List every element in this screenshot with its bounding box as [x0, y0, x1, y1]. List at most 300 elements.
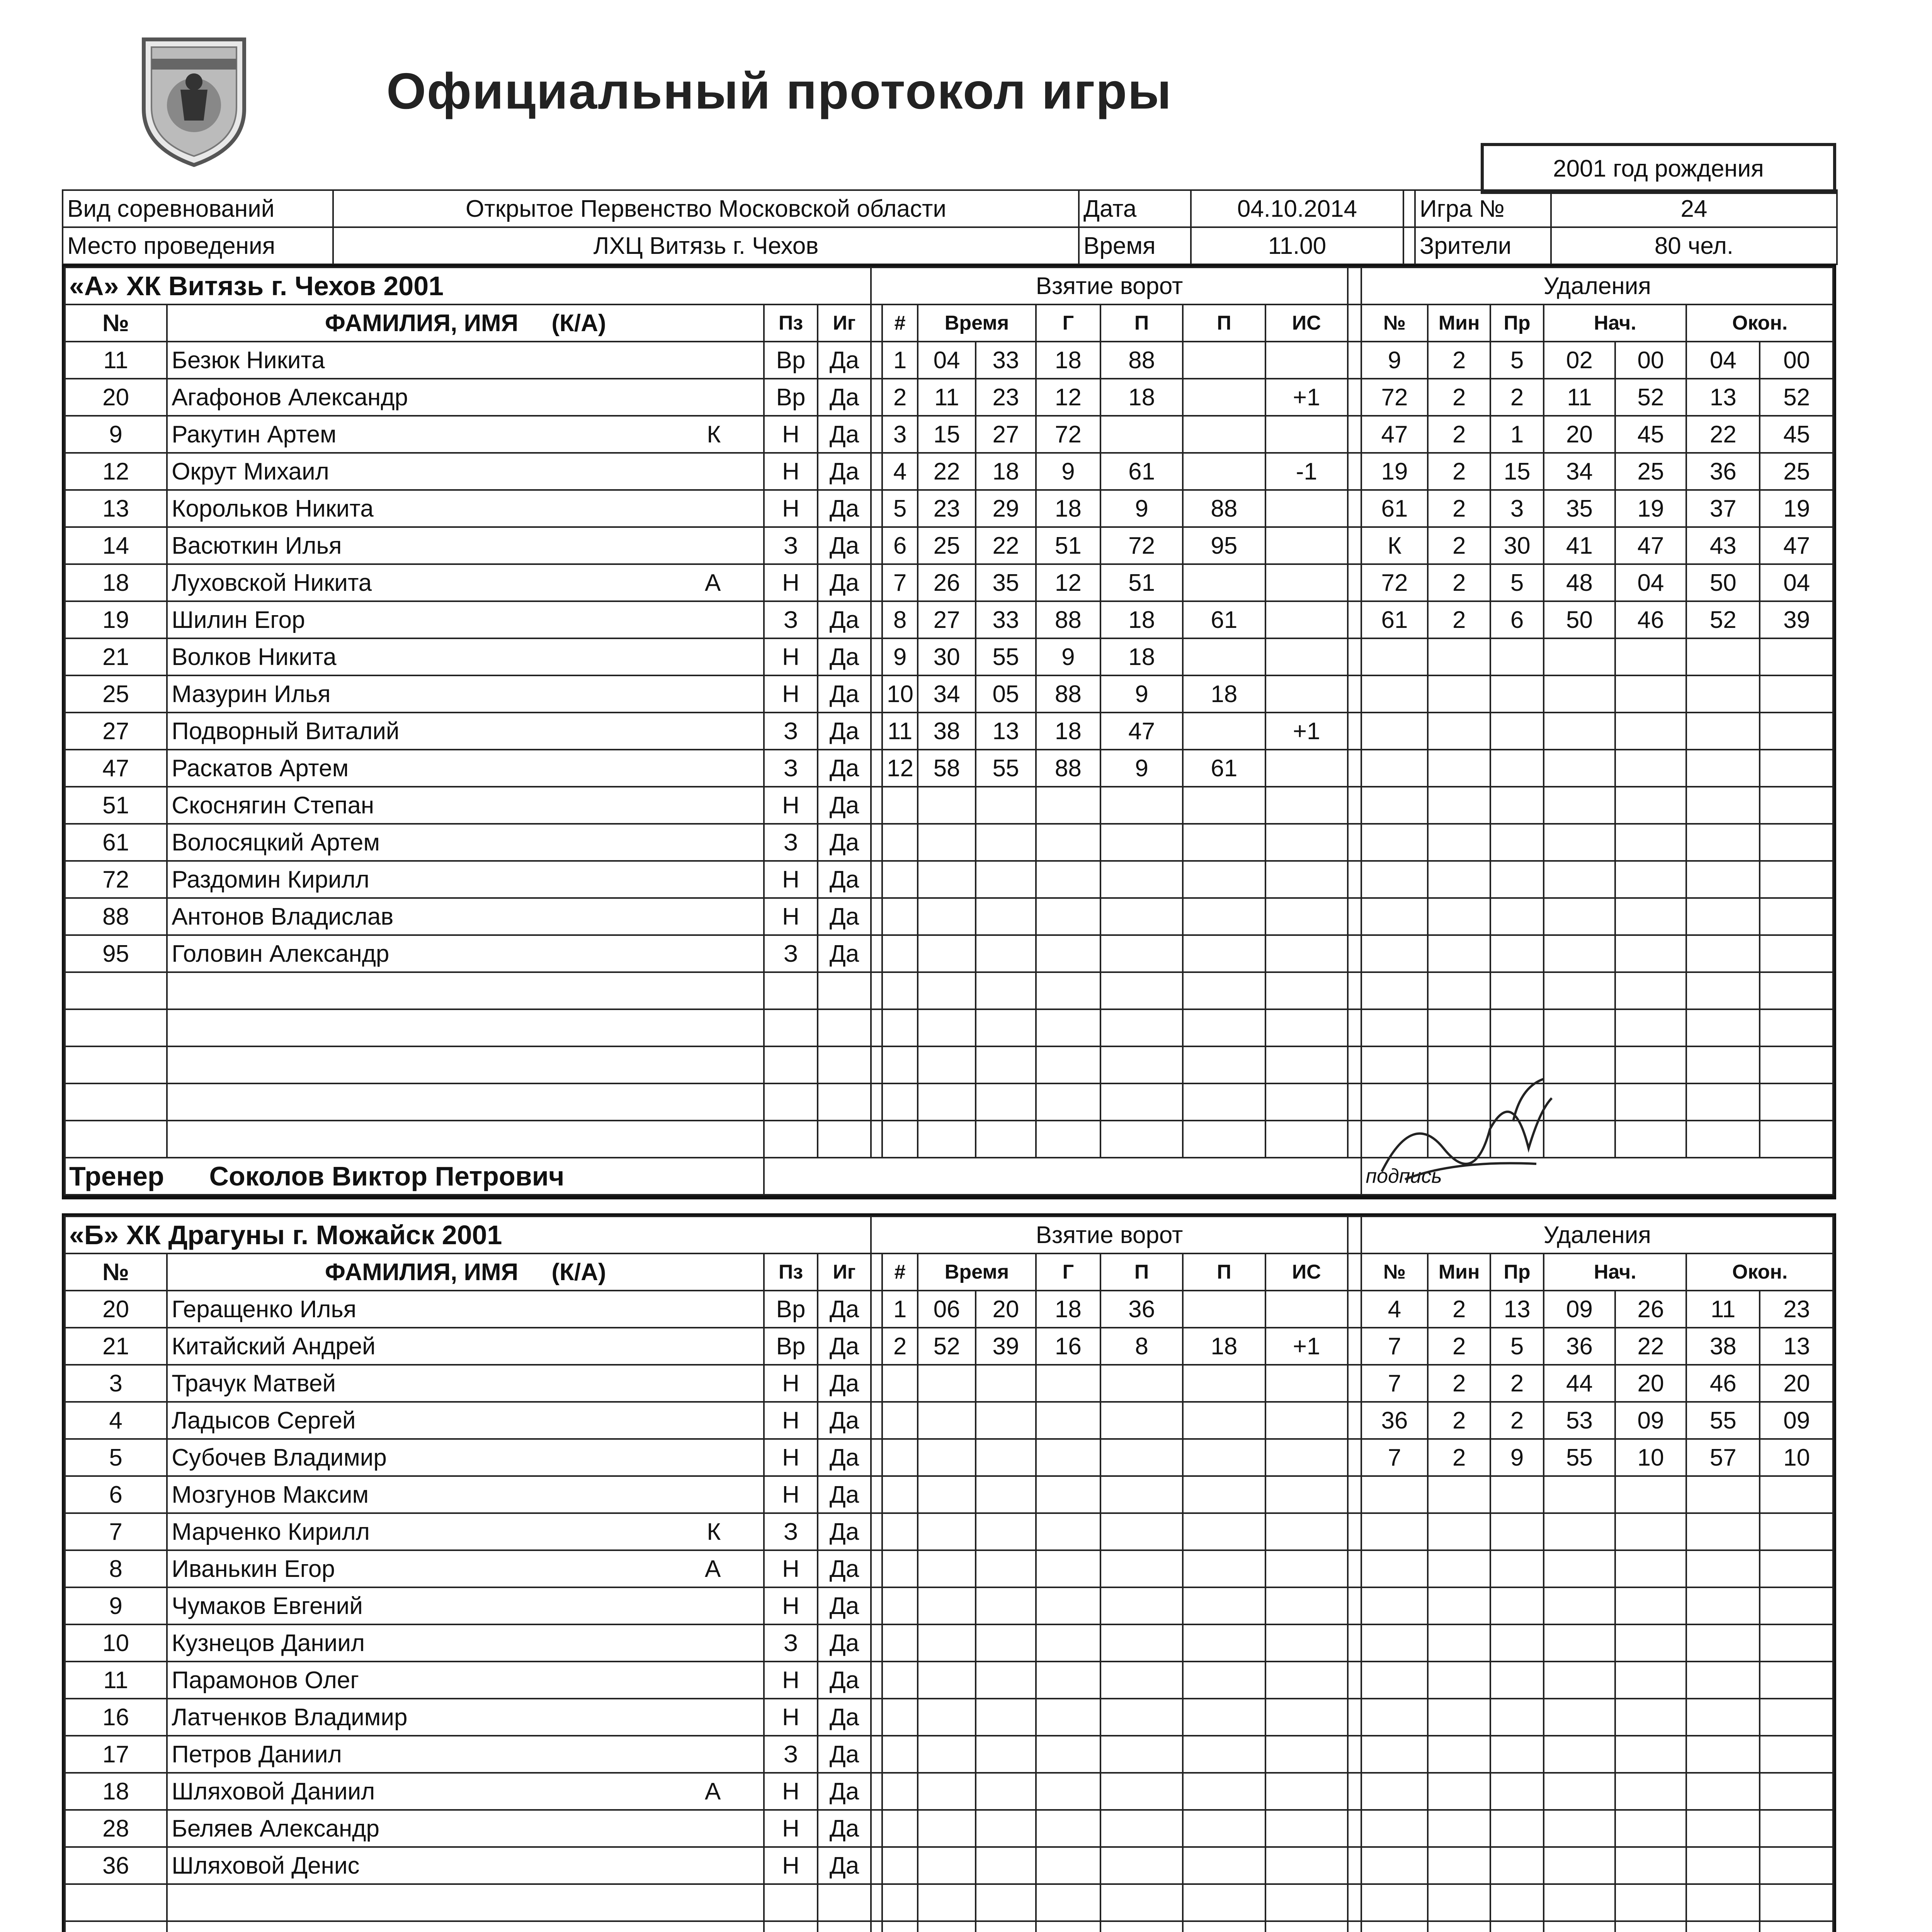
team-b-players-15-0: 36	[65, 1847, 167, 1884]
team-b-penalties-6-5	[1686, 1513, 1760, 1550]
team-a-goals-1-4: 18	[1100, 379, 1183, 416]
team-b-penalties-11-1	[1428, 1699, 1490, 1736]
team-a-goals-8-6	[1265, 638, 1348, 675]
team-a-penalties-11-3	[1544, 750, 1615, 787]
time-label: Время	[1079, 227, 1191, 264]
team-b-penalties-2-4: 20	[1615, 1365, 1686, 1402]
team-a-penalties-6-5: 50	[1686, 564, 1760, 601]
team-a-goals-7-3: 88	[1036, 601, 1100, 638]
team-a-goals-12-5	[1183, 787, 1265, 824]
team-a-goals-19-4	[1100, 1046, 1183, 1083]
team-a-goals-7-1: 27	[918, 601, 976, 638]
team-a-penalties-18-3	[1544, 1009, 1615, 1046]
team-a-penalties-0-6: 00	[1760, 342, 1833, 379]
competition-info-table	[62, 189, 1838, 265]
team-b-players-16-3	[764, 1884, 817, 1921]
team-b-penalties-9-2	[1490, 1624, 1544, 1662]
team-a-penalties-5-0: К	[1361, 527, 1428, 564]
team-a-penalties-20-6	[1760, 1083, 1833, 1121]
team-a-penalties-4-3: 35	[1544, 490, 1615, 527]
team-a-penalties-1-6: 52	[1760, 379, 1833, 416]
team-b-penalties-2-6: 20	[1760, 1365, 1833, 1402]
team-b-penalties-13-5	[1686, 1773, 1760, 1810]
team-a-players-1-4: Да	[818, 379, 871, 416]
team-b-penalties-2-0: 7	[1361, 1365, 1428, 1402]
date-label: Дата	[1079, 190, 1191, 227]
team-b-penalties-0-1: 2	[1428, 1291, 1490, 1328]
team-b-penalties-11-3	[1544, 1699, 1615, 1736]
team-b-goals-16-4	[1100, 1884, 1183, 1921]
team-a-penalties-9-6	[1760, 675, 1833, 713]
team-a-penalties-17-0	[1361, 972, 1428, 1009]
team-a-goals-7-5: 61	[1183, 601, 1265, 638]
team-b-goals-4-0	[882, 1439, 918, 1476]
labels-num: №	[65, 304, 167, 342]
team-b-goals-12-4	[1100, 1736, 1183, 1773]
team-b-players-10-1: Парамонов Олег	[172, 1667, 359, 1694]
team-a-penalties-5-4: 47	[1615, 527, 1686, 564]
team-a-penalties-2-6: 45	[1760, 416, 1833, 453]
team-a-penalties-4-4: 19	[1615, 490, 1686, 527]
labels-num: №	[65, 1253, 167, 1291]
labels-g-is: ИС	[1265, 1253, 1348, 1291]
team-a-players-18-3	[764, 1009, 817, 1046]
team-a-players-15-1: Антонов Владислав	[172, 903, 394, 930]
team-a-players-6-0: 18	[65, 564, 167, 601]
team-b-penalties-15-3	[1544, 1847, 1615, 1884]
team-b-goals-12-3	[1036, 1736, 1100, 1773]
team-a-goals-18-2	[976, 1009, 1036, 1046]
team-b-goals-14-2	[976, 1810, 1036, 1847]
table-row	[65, 898, 1833, 935]
team-b-penalties-13-6	[1760, 1773, 1833, 1810]
team-b-goals-9-1	[918, 1624, 976, 1662]
team-a-penalties-12-0	[1361, 787, 1428, 824]
team-a-players-10-0: 27	[65, 713, 167, 750]
team-b-goals-2-0	[882, 1365, 918, 1402]
labels-ig: Иг	[818, 304, 871, 342]
competition-label: Вид соревнований	[63, 190, 333, 227]
team-b-penalties-0-5: 11	[1686, 1291, 1760, 1328]
team-b-goals-1-1: 52	[918, 1328, 976, 1365]
table-row	[65, 861, 1833, 898]
team-b-table	[64, 1216, 1834, 1932]
team-a-penalties-19-6	[1760, 1046, 1833, 1083]
league-logo	[136, 32, 252, 171]
team-b-penalties-7-3	[1544, 1550, 1615, 1587]
team-a-penalties-7-1: 2	[1428, 601, 1490, 638]
team-b-players-1-3: Вр	[764, 1328, 817, 1365]
team-a-goals-12-0	[882, 787, 918, 824]
team-b-penalties-1-3: 36	[1544, 1328, 1615, 1365]
team-a-goals-12-4	[1100, 787, 1183, 824]
team-b-players-17-4	[818, 1921, 871, 1932]
team-b-goals-0-3: 18	[1036, 1291, 1100, 1328]
team-b-goals-17-1	[918, 1921, 976, 1932]
team-a-penalties-17-4	[1615, 972, 1686, 1009]
team-b-goals-7-1	[918, 1550, 976, 1587]
team-b-goals-9-6	[1265, 1624, 1348, 1662]
team-b-penalties-1-5: 38	[1686, 1328, 1760, 1365]
labels-p-end: Окон.	[1686, 304, 1833, 342]
team-b-goals-15-0	[882, 1847, 918, 1884]
team-a-penalties-2-0: 47	[1361, 416, 1428, 453]
team-a-penalties-9-2	[1490, 675, 1544, 713]
team-b-goals-1-5: 18	[1183, 1328, 1265, 1365]
team-a-players-15-0: 88	[65, 898, 167, 935]
team-a-penalties-6-3: 48	[1544, 564, 1615, 601]
team-a-penalties-3-5: 36	[1686, 453, 1760, 490]
team-a-players-14-0: 72	[65, 861, 167, 898]
team-b-goals-0-0: 1	[882, 1291, 918, 1328]
team-b-penalties-7-4	[1615, 1550, 1686, 1587]
team-b-goals-8-4	[1100, 1587, 1183, 1624]
team-b-goals-7-3	[1036, 1550, 1100, 1587]
team-a-penalties-1-0: 72	[1361, 379, 1428, 416]
team-b-penalties-10-2	[1490, 1662, 1544, 1699]
team-b-goals-2-4	[1100, 1365, 1183, 1402]
table-row	[65, 1773, 1833, 1810]
team-a-players-13-3: З	[764, 824, 817, 861]
team-a-goals-11-6	[1265, 750, 1348, 787]
team-b-players-8-4: Да	[818, 1587, 871, 1624]
team-a-goals-20-1	[918, 1083, 976, 1121]
team-a-penalties-3-2: 15	[1490, 453, 1544, 490]
team-b-goals-12-2	[976, 1736, 1036, 1773]
team-b-goals-8-3	[1036, 1587, 1100, 1624]
document-title: Официальный протокол игры	[386, 63, 1172, 119]
team-a-goals-2-0: 3	[882, 416, 918, 453]
team-b-players-4-4: Да	[818, 1439, 871, 1476]
team-a-goals-21-5	[1183, 1121, 1265, 1158]
team-a-penalties-12-5	[1686, 787, 1760, 824]
spectators-value: 80 чел.	[1551, 227, 1837, 264]
team-b-penalties-11-2	[1490, 1699, 1544, 1736]
team-a-penalties-0-4: 00	[1615, 342, 1686, 379]
team-a-penalties-9-3	[1544, 675, 1615, 713]
team-b-penalties-12-0	[1361, 1736, 1428, 1773]
team-b-penalties-6-6	[1760, 1513, 1833, 1550]
labels-p-min: Мин	[1428, 304, 1490, 342]
team-b-players-7-3: Н	[764, 1550, 817, 1587]
team-b-goals-2-6	[1265, 1365, 1348, 1402]
team-a-goals-7-6	[1265, 601, 1348, 638]
team-a-penalties-9-5	[1686, 675, 1760, 713]
team-a-players-4-1: Корольков Никита	[172, 495, 374, 522]
team-b-penalties-4-0: 7	[1361, 1439, 1428, 1476]
team-a-goals-16-6	[1265, 935, 1348, 972]
team-a-goals-11-5: 61	[1183, 750, 1265, 787]
team-b-goals-14-0	[882, 1810, 918, 1847]
team-b-players-17-0	[65, 1921, 167, 1932]
team-b-penalties-11-0	[1361, 1699, 1428, 1736]
labels-pen-title: Удаления	[1361, 1216, 1833, 1253]
labels-g-p1: П	[1100, 1253, 1183, 1291]
team-b-penalties-0-6: 23	[1760, 1291, 1833, 1328]
team-b-penalties-5-0	[1361, 1476, 1428, 1513]
team-a-penalties-18-0	[1361, 1009, 1428, 1046]
team-a-penalties-14-5	[1686, 861, 1760, 898]
team-b-goals-10-4	[1100, 1662, 1183, 1699]
team-a-penalties-16-0	[1361, 935, 1428, 972]
team-a-goals-5-6	[1265, 527, 1348, 564]
team-a-penalties-16-1	[1428, 935, 1490, 972]
team-a-penalties-8-5	[1686, 638, 1760, 675]
team-b-players-17-3	[764, 1921, 817, 1932]
team-a-players-6-3: Н	[764, 564, 817, 601]
team-a-goals-19-6	[1265, 1046, 1348, 1083]
team-b-goals-6-0	[882, 1513, 918, 1550]
team-a-goals-5-1: 25	[918, 527, 976, 564]
team-b-goals-11-5	[1183, 1699, 1265, 1736]
team-a-players-17-0	[65, 972, 167, 1009]
team-a-penalties-10-0	[1361, 713, 1428, 750]
team-b-players-11-1: Латченков Владимир	[172, 1704, 408, 1731]
team-b-goals-3-4	[1100, 1402, 1183, 1439]
table-row	[65, 713, 1833, 750]
team-a-penalties-13-1	[1428, 824, 1490, 861]
table-row	[65, 675, 1833, 713]
team-a-goals-10-0: 11	[882, 713, 918, 750]
team-a-players-13-1: Волосяцкий Артем	[172, 829, 380, 856]
team-a-penalties-10-4	[1615, 713, 1686, 750]
team-b-penalties-3-2: 2	[1490, 1402, 1544, 1439]
team-b-goals-14-4	[1100, 1810, 1183, 1847]
team-b-goals-16-3	[1036, 1884, 1100, 1921]
team-b-players-13-2: А	[705, 1778, 721, 1805]
team-a-players-16-4: Да	[818, 935, 871, 972]
team-a-goals-0-5	[1183, 342, 1265, 379]
team-b-penalties-9-3	[1544, 1624, 1615, 1662]
team-a-goals-16-5	[1183, 935, 1265, 972]
game-number-label: Игра №	[1415, 190, 1551, 227]
table-row	[65, 416, 1833, 453]
team-b-penalties-0-3: 09	[1544, 1291, 1615, 1328]
table-row	[65, 787, 1833, 824]
team-a-players-18-4	[818, 1009, 871, 1046]
team-a-goals-18-1	[918, 1009, 976, 1046]
table-row	[65, 824, 1833, 861]
team-b-penalties-6-1	[1428, 1513, 1490, 1550]
team-a-players-4-4: Да	[818, 490, 871, 527]
table-row	[65, 342, 1833, 379]
team-a-players-21-4	[818, 1121, 871, 1158]
team-b-penalties-3-1: 2	[1428, 1402, 1490, 1439]
team-a-players-4-3: Н	[764, 490, 817, 527]
team-a-players-6-1: Луховской Никита	[172, 569, 372, 596]
team-a-penalties-4-5: 37	[1686, 490, 1760, 527]
team-b-penalties-14-0	[1361, 1810, 1428, 1847]
team-a-penalties-20-5	[1686, 1083, 1760, 1121]
team-b-penalties-15-1	[1428, 1847, 1490, 1884]
team-a-goals-3-1: 22	[918, 453, 976, 490]
table-row	[65, 1884, 1833, 1921]
team-a-penalties-3-0: 19	[1361, 453, 1428, 490]
team-b-goals-2-2	[976, 1365, 1036, 1402]
team-a-penalties-15-4	[1615, 898, 1686, 935]
game-number-value: 24	[1551, 190, 1837, 227]
team-a-penalties-1-3: 11	[1544, 379, 1615, 416]
team-b-goals-3-0	[882, 1402, 918, 1439]
place-value: ЛХЦ Витязь г. Чехов	[333, 227, 1079, 264]
team-b-penalties-12-5	[1686, 1736, 1760, 1773]
team-a-goals-4-1: 23	[918, 490, 976, 527]
team-a-goals-12-3	[1036, 787, 1100, 824]
team-b-penalties-12-2	[1490, 1736, 1544, 1773]
team-a-goals-20-3	[1036, 1083, 1100, 1121]
team-a-goals-5-0: 6	[882, 527, 918, 564]
team-a-penalties-3-6: 25	[1760, 453, 1833, 490]
team-b-players-4-3: Н	[764, 1439, 817, 1476]
team-b-penalties-7-2	[1490, 1550, 1544, 1587]
team-a-players-12-1: Скоснягин Степан	[172, 792, 374, 819]
table-row	[65, 1328, 1833, 1365]
team-a-goals-11-2: 55	[976, 750, 1036, 787]
team-a-players-19-3	[764, 1046, 817, 1083]
team-b-penalties-13-4	[1615, 1773, 1686, 1810]
team-a-goals-13-5	[1183, 824, 1265, 861]
labels-p-num: №	[1361, 1253, 1428, 1291]
team-a-goals-1-2: 23	[976, 379, 1036, 416]
team-a-table	[64, 267, 1834, 1196]
team-a-goals-3-5	[1183, 453, 1265, 490]
team-a-penalties-20-4	[1615, 1083, 1686, 1121]
team-a-penalties-5-5: 43	[1686, 527, 1760, 564]
team-b-goals-15-1	[918, 1847, 976, 1884]
team-b-penalties-16-4	[1615, 1884, 1686, 1921]
team-a-players-7-4: Да	[818, 601, 871, 638]
table-row	[65, 1476, 1833, 1513]
team-b-goals-17-5	[1183, 1921, 1265, 1932]
team-b-players-11-3: Н	[764, 1699, 817, 1736]
team-b-goals-11-1	[918, 1699, 976, 1736]
labels-p-start: Нач.	[1544, 1253, 1686, 1291]
team-b-players-6-2: К	[707, 1518, 721, 1545]
team-a-penalties-1-2: 2	[1490, 379, 1544, 416]
team-b-penalties-6-4	[1615, 1513, 1686, 1550]
table-row	[65, 1624, 1833, 1662]
team-a-players-13-4: Да	[818, 824, 871, 861]
labels-p-pr: Пр	[1490, 1253, 1544, 1291]
team-a-goals-14-4	[1100, 861, 1183, 898]
team-b-players-10-0: 11	[65, 1662, 167, 1699]
team-b-players-10-3: Н	[764, 1662, 817, 1699]
team-b-goals-13-1	[918, 1773, 976, 1810]
team-a-goals-0-4: 88	[1100, 342, 1183, 379]
team-a-goals-10-2: 13	[976, 713, 1036, 750]
team-a-goals-9-3: 88	[1036, 675, 1100, 713]
team-a-penalties-14-0	[1361, 861, 1428, 898]
team-a-penalties-10-2	[1490, 713, 1544, 750]
labels-goals-title: Взятие ворот	[871, 1216, 1348, 1253]
team-a-goals-17-3	[1036, 972, 1100, 1009]
team-b-goals-3-6	[1265, 1402, 1348, 1439]
team-a-goals-4-2: 29	[976, 490, 1036, 527]
team-b-goals-0-5	[1183, 1291, 1265, 1328]
table-row	[65, 527, 1833, 564]
team-a-players-11-1: Раскатов Артем	[172, 755, 349, 782]
team-b-players-2-0: 3	[65, 1365, 167, 1402]
labels-g-g: Г	[1036, 1253, 1100, 1291]
team-b-goals-7-6	[1265, 1550, 1348, 1587]
team-a-penalties-11-1	[1428, 750, 1490, 787]
team-b-penalties-3-6: 09	[1760, 1402, 1833, 1439]
team-b-players-14-1: Беляев Александр	[172, 1815, 379, 1842]
team-a-players-17-4	[818, 972, 871, 1009]
team-a-players-12-4: Да	[818, 787, 871, 824]
team-a-goals-1-0: 2	[882, 379, 918, 416]
team-b-penalties-17-1	[1428, 1921, 1490, 1932]
table-row	[65, 1291, 1833, 1328]
team-b-players-0-0: 20	[65, 1291, 167, 1328]
team-a-penalties-7-3: 50	[1544, 601, 1615, 638]
team-b-penalties-9-5	[1686, 1624, 1760, 1662]
team-b-goals-16-5	[1183, 1884, 1265, 1921]
team-a-penalties-8-2	[1490, 638, 1544, 675]
team-a-goals-3-4: 61	[1100, 453, 1183, 490]
team-a-goals-10-5	[1183, 713, 1265, 750]
team-a-penalties-10-6	[1760, 713, 1833, 750]
team-a-penalties-5-1: 2	[1428, 527, 1490, 564]
team-a-goals-14-3	[1036, 861, 1100, 898]
team-b-penalties-2-1: 2	[1428, 1365, 1490, 1402]
team-b-players-10-4: Да	[818, 1662, 871, 1699]
team-a-penalties-2-2: 1	[1490, 416, 1544, 453]
team-b-goals-6-3	[1036, 1513, 1100, 1550]
team-a-goals-20-5	[1183, 1083, 1265, 1121]
team-b-penalties-5-2	[1490, 1476, 1544, 1513]
team-b-penalties-8-5	[1686, 1587, 1760, 1624]
team-b-players-7-2: А	[705, 1555, 721, 1582]
team-a-goals-6-6	[1265, 564, 1348, 601]
team-a-goals-11-1: 58	[918, 750, 976, 787]
team-a-players-7-0: 19	[65, 601, 167, 638]
team-b-goals-2-1	[918, 1365, 976, 1402]
team-b-penalties-13-0	[1361, 1773, 1428, 1810]
team-a-players-3-1: Окрут Михаил	[172, 458, 329, 485]
team-a-players-21-3	[764, 1121, 817, 1158]
team-b-penalties-17-5	[1686, 1921, 1760, 1932]
team-a-penalties-18-4	[1615, 1009, 1686, 1046]
labels-g-p2: П	[1183, 1253, 1265, 1291]
team-a-goals-15-5	[1183, 898, 1265, 935]
team-b-penalties-1-0: 7	[1361, 1328, 1428, 1365]
team-b-goals-4-4	[1100, 1439, 1183, 1476]
team-a-goals-2-1: 15	[918, 416, 976, 453]
team-a-players-0-0: 11	[65, 342, 167, 379]
team-a-goals-17-6	[1265, 972, 1348, 1009]
team-a-goals-10-1: 38	[918, 713, 976, 750]
team-a-goals-13-6	[1265, 824, 1348, 861]
team-b-penalties-7-5	[1686, 1550, 1760, 1587]
team-a-players-14-4: Да	[818, 861, 871, 898]
team-a-players-15-4: Да	[818, 898, 871, 935]
team-a-goals-9-2: 05	[976, 675, 1036, 713]
team-a-players-1-1: Агафонов Александр	[172, 384, 408, 411]
team-b-penalties-8-4	[1615, 1587, 1686, 1624]
team-b-players-1-4: Да	[818, 1328, 871, 1365]
team-b-goals-3-5	[1183, 1402, 1265, 1439]
team-b-players-9-3: З	[764, 1624, 817, 1662]
team-b-penalties-7-6	[1760, 1550, 1833, 1587]
table-row	[65, 972, 1833, 1009]
team-b-penalties-17-4	[1615, 1921, 1686, 1932]
team-b-penalties-3-0: 36	[1361, 1402, 1428, 1439]
team-b-goals-9-3	[1036, 1624, 1100, 1662]
team-a-penalties-2-4: 45	[1615, 416, 1686, 453]
team-a-goals-17-5	[1183, 972, 1265, 1009]
team-a-players-3-4: Да	[818, 453, 871, 490]
